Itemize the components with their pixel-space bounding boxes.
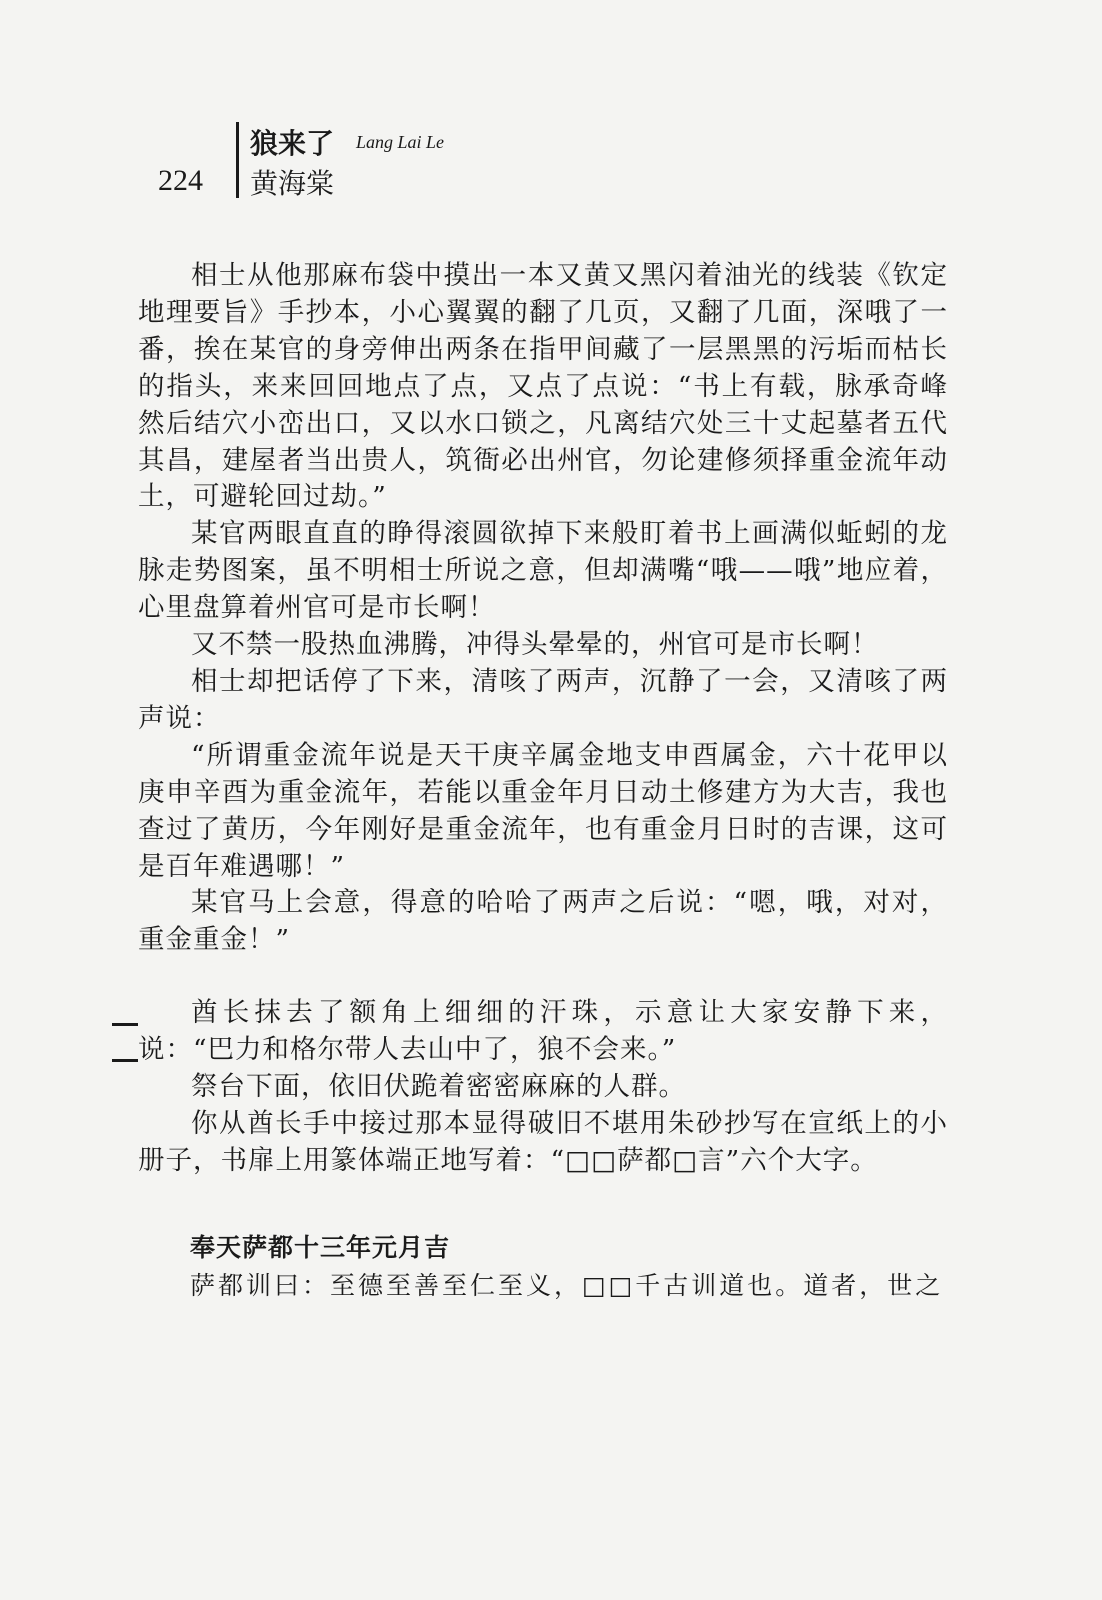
paragraph: 相士却把话停了下来，清咳了两声，沉静了一会，又清咳了两声说： (138, 665, 948, 734)
paragraph: “所谓重金流年说是天干庚辛属金地支申酉属金，六十花甲以庚申辛酉为重金流年，若能以重金年月日动土修建方为大吉，我也查过了黄历，今年刚好是重金流年，也有重金月日时的吉课，这可是百年难遇哪！” (138, 739, 948, 882)
paragraph: 相士从他那麻布袋中摸出一本又黄又黑闪着油光的线装《钦定地理要旨》手抄本，小心翼翼的翻了几页，又翻了几面，深哦了一番，挨在某官的身旁伸出两条在指甲间藏了一层黑黑的污垢而枯长的指头，来来回回地点了点，又点了点说：“书上有载，脉承奇峰然后结穴小峦出口，又以水口锁之，凡离结穴处三十丈起墓者五代其昌，建屋者当出贵人，筑衙必出州官，勿论建修须择重金流年动土，可避轮回过劫。” (138, 260, 948, 513)
paragraph: 你从酋长手中接过那本显得破旧不堪用朱砂抄写在宣纸上的小册子，书扉上用篆体端正地写着：“□□萨都□言”六个大字。 (138, 1107, 948, 1176)
section-break-mark (112, 959, 142, 1019)
paragraph: 酋长抹去了额角上细细的汗珠，示意让大家安静下来，说：“巴力和格尔带人去山中了，狼不会来。” (138, 997, 948, 1066)
page-number: 224 (158, 164, 203, 197)
book-title-pinyin: Lang Lai Le (356, 132, 445, 152)
book-author: 黄海棠 (250, 167, 335, 200)
body-text (138, 258, 948, 1305)
paragraph: 某官两眼直直的睁得滚圆欲掉下来般盯着书上画满似蚯蚓的龙脉走势图案，虽不明相士所说之意，但却满嘴“哦——哦”地应着，心里盘算着州官可是市长啊！ (138, 518, 948, 624)
paragraph: 某官马上会意，得意的哈哈了两声之后说：“嗯，哦，对对，重金重金！” (138, 887, 948, 956)
header-divider (236, 122, 239, 198)
paragraph: 祭台下面，依旧伏跪着密密麻麻的人群。 (191, 1071, 686, 1103)
book-title: 狼来了 (250, 127, 335, 160)
edict-text: 萨都训曰：至德至善至仁至义，□□千古训道也。道者，世之 (190, 1270, 944, 1300)
paragraph: 又不禁一股热血沸腾，冲得头晕晕的，州官可是市长啊！ (191, 629, 879, 661)
edict-heading: 奉天萨都十三年元月吉 (190, 1232, 451, 1262)
